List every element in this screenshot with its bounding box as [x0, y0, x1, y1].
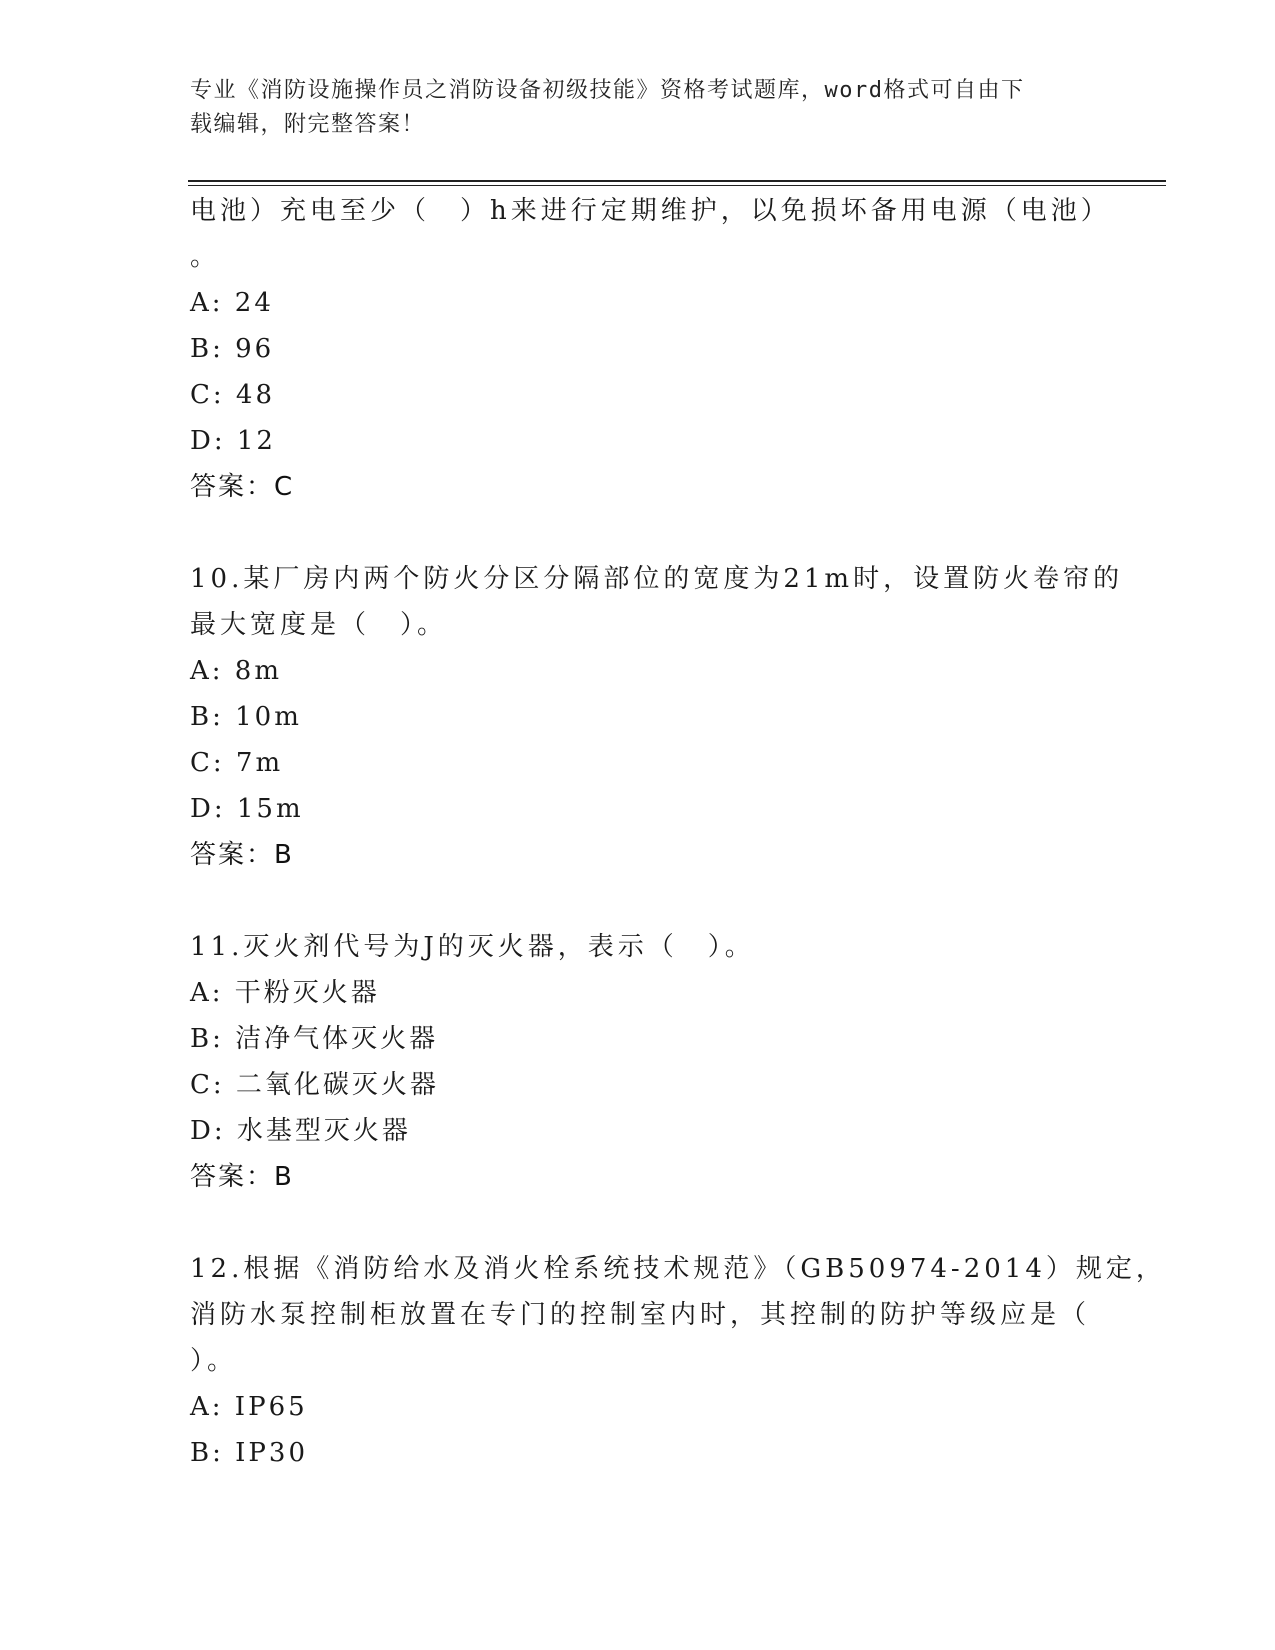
option-c: C: 48 [190, 380, 276, 410]
option-d: D: 15m [190, 794, 304, 824]
question-stem-line: 12.根据《消防给水及消火栓系统技术规范》（GB50974-2014）规定， [190, 1254, 1166, 1284]
question-list [190, 188, 1166, 1476]
question-stem-line: 10.某厂房内两个防火分区分隔部位的宽度为21m时，设置防火卷帘的 [190, 564, 1124, 594]
header-divider-thin [188, 185, 1166, 186]
question-10 [190, 556, 1124, 878]
question-stem-line: ）。 [190, 1346, 238, 1376]
option-d: D: 水基型灭火器 [190, 1116, 411, 1146]
option-a: A: 24 [190, 288, 274, 318]
option-a: A: 8m [190, 656, 282, 686]
question-stem-line: 最大宽度是（ ）。 [190, 610, 448, 640]
question-stem-line: 消防水泵控制柜放置在专门的控制室内时，其控制的防护等级应是（ [190, 1300, 1091, 1330]
option-b: B: 96 [190, 334, 275, 364]
document-header [190, 74, 1070, 142]
answer-key: 答案：B [190, 1162, 294, 1192]
header-line-2: 载编辑，附完整答案！ [190, 112, 426, 137]
header-line-1: 专业《消防设施操作员之消防设备初级技能》资格考试题库，word格式可自由下 [190, 78, 1025, 103]
answer-key: 答案：C [190, 472, 295, 502]
option-c: C: 二氧化碳灭火器 [190, 1070, 439, 1100]
question-12 [190, 1246, 1166, 1476]
option-b: B: IP30 [190, 1438, 308, 1468]
question-9 [190, 188, 1111, 510]
question-stem-line: 。 [190, 242, 221, 272]
option-d: D: 12 [190, 426, 276, 456]
option-a: A: IP65 [190, 1392, 308, 1422]
question-stem-line: 电池）充电至少（ ）h来进行定期维护，以免损坏备用电源（电池） [190, 196, 1111, 226]
option-c: C: 7m [190, 748, 284, 778]
option-b: B: 洁净气体灭火器 [190, 1024, 439, 1054]
option-b: B: 10m [190, 702, 302, 732]
header-divider-thick [188, 180, 1166, 182]
answer-key: 答案：B [190, 840, 294, 870]
question-stem-line: 11.灭火剂代号为J的灭火器，表示（ ）。 [190, 932, 755, 962]
option-a: A: 干粉灭火器 [190, 978, 380, 1008]
question-11 [190, 924, 1090, 1200]
